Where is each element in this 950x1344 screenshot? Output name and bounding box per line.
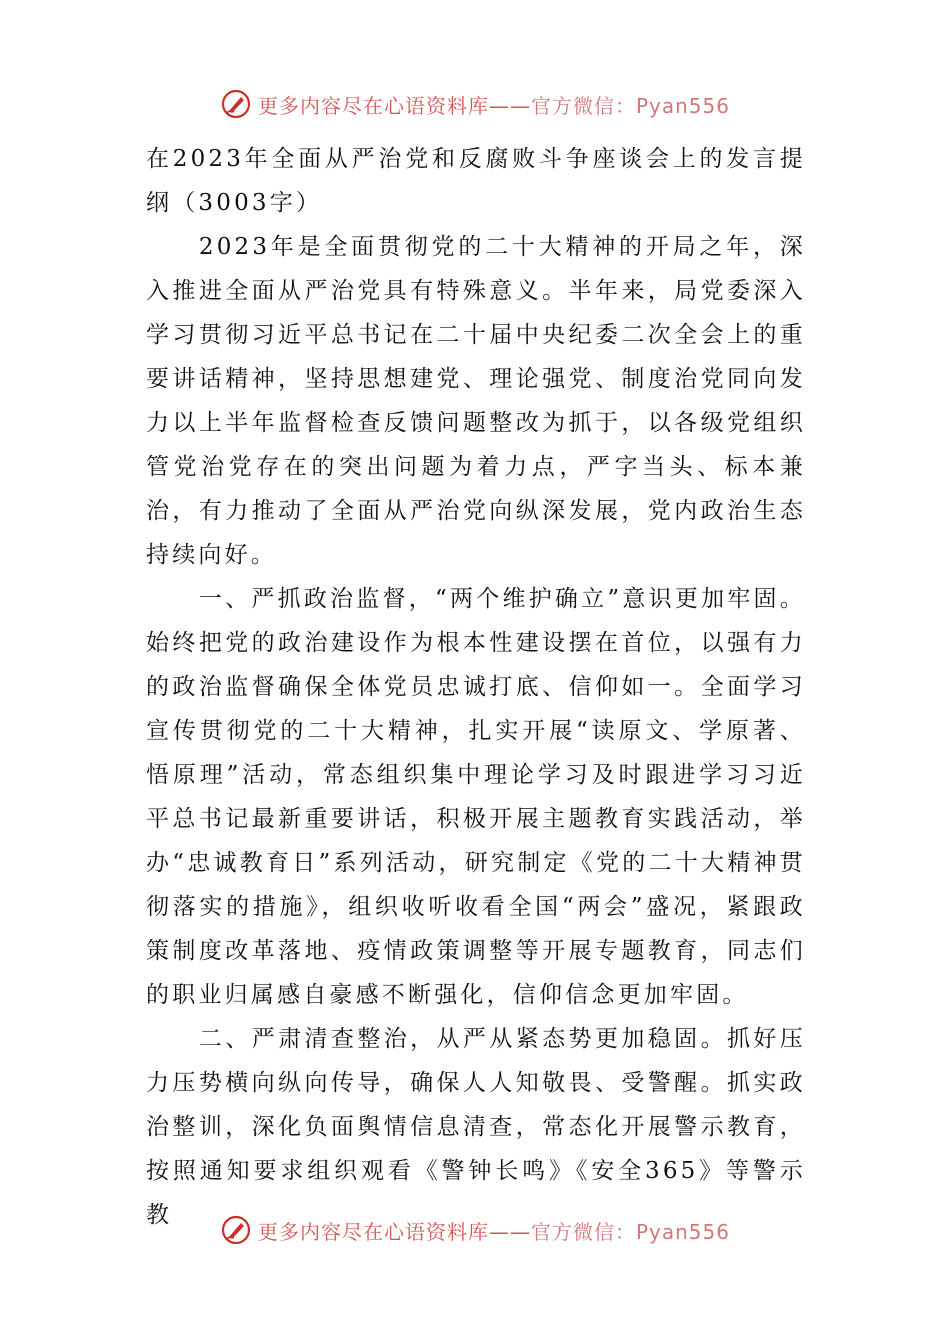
footer-watermark: [0, 1208, 950, 1252]
paragraph-section-2: 二、严肃清查整治，从严从紧态势更加稳固。抓好压力压势横向纵向传导，确保人人知敬畏、受警醒。抓实政治整训，深化负面舆情信息清查，常态化开展警示教育，按照通知要求组织观看《警钟长鸣》《安全365》等警示教: [146, 1026, 806, 1228]
paragraph-intro: 2023年是全面贯彻党的二十大精神的开局之年，深入推进全面从严治党具有特殊意义。半年来，局党委深入学习贯彻习近平总书记在二十届中央纪委二次全会上的重要讲话精神，坚持思想建党、理论强党、制度治党同向发力以上半年监督检查反馈问题整改为抓于，以各级党组织管党治党存在的突出问题为着力点，严字当头、标本兼治，有力推动了全面从严治党向纵深发展，党内政治生态持续向好。: [146, 234, 806, 568]
document-title: 在2023年全面从严治党和反腐败斗争座谈会上的发言提纲（3003字）: [146, 146, 806, 216]
watermark-text: 更多内容尽在心语资料库——官方微信：Pyan556: [257, 1219, 730, 1244]
header-watermark: [0, 82, 950, 126]
paragraph-section-1: 一、严抓政治监督，“两个维护确立”意识更加牢固。始终把党的政治建设作为根本性建设摆在首位，以强有力的政治监督确保全体党员忠诚打底、信仰如一。全面学习宣传贯彻党的二十大精神，扎实开展“读原文、学原著、悟原理”活动，常态组织集中理论学习及时跟进学习习近平总书记最新重要讲话，积极开展主题教育实践活动，举办“忠诚教育日”系列活动，研究制定《党的二十大精神贯彻落实的措施》，组织收听收看全国“两会”盛况，紧跟政策制度改革落地、疫情政策调整等开展专题教育，同志们的职业归属感自豪感不断强化，信仰信念更加牢固。: [146, 586, 806, 1008]
pen-in-circle-icon: [220, 88, 252, 120]
pen-in-circle-icon: [220, 1214, 252, 1246]
document-body: [146, 137, 806, 1237]
watermark-text: 更多内容尽在心语资料库——官方微信：Pyan556: [257, 93, 730, 118]
